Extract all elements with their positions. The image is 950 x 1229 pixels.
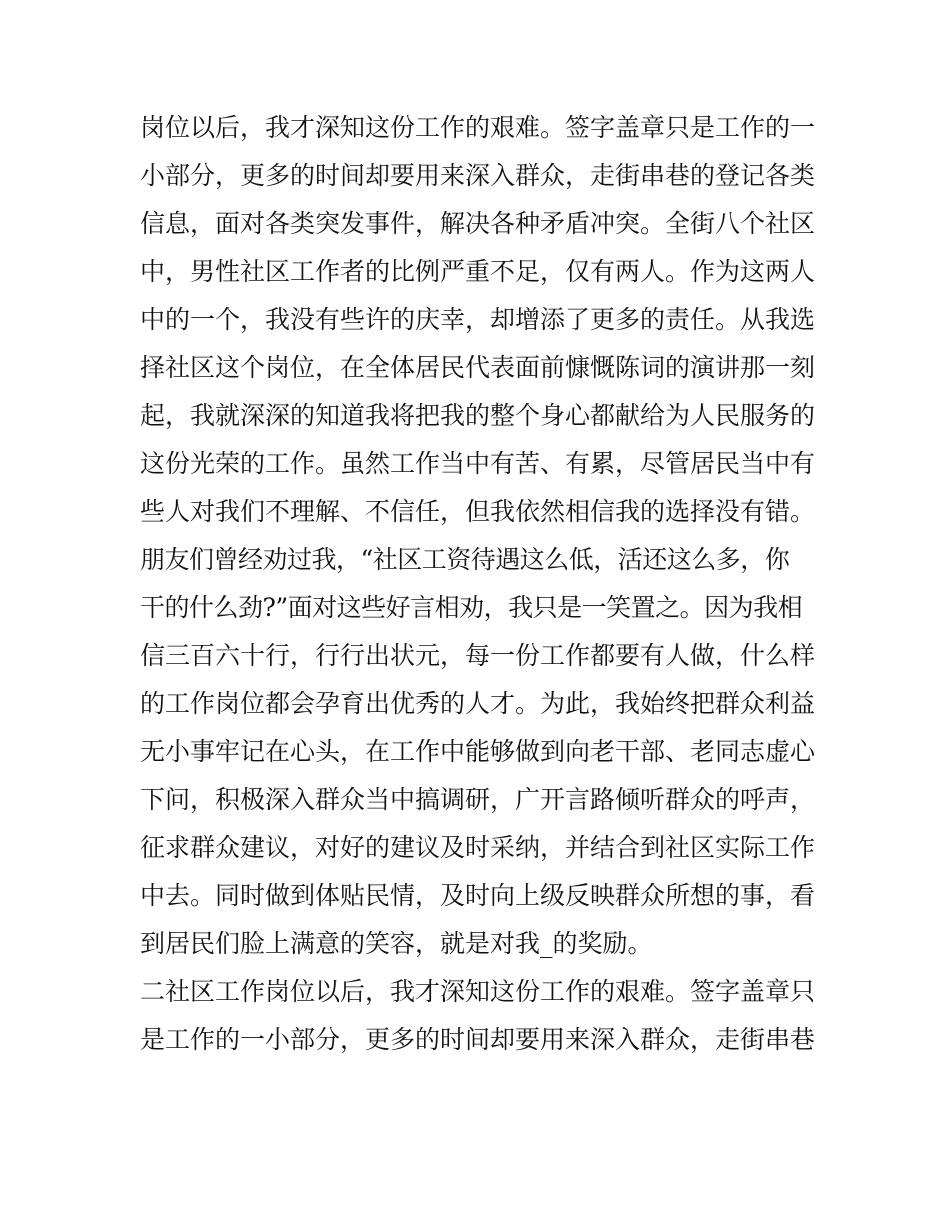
text-line: 二社区工作岗位以后，我才深知这份工作的艰难。签字盖章只 xyxy=(140,977,816,1006)
text-line: 下问，积极深入群众当中搞调研，广开言路倾听群众的呼声， xyxy=(140,785,816,814)
text-line: 些人对我们不理解、不信任，但我依然相信我的选择没有错。 xyxy=(140,497,816,526)
text-line: 是工作的一小部分，更多的时间却要用来深入群众，走街串巷 xyxy=(140,1025,816,1054)
text-line: 到居民们脸上满意的笑容，就是对我_的奖励。 xyxy=(140,929,653,958)
text-line: 这份光荣的工作。虽然工作当中有苦、有累，尽管居民当中有 xyxy=(140,449,816,478)
text-line: 征求群众建议，对好的建议及时采纳，并结合到社区实际工作 xyxy=(140,833,816,862)
text-line: 朋友们曾经劝过我，“社区工资待遇这么低，活还这么多，你 xyxy=(140,545,790,574)
text-line: 中去。同时做到体贴民情，及时向上级反映群众所想的事，看 xyxy=(140,881,816,910)
text-line: 信三百六十行，行行出状元，每一份工作都要有人做，什么样 xyxy=(140,641,816,670)
text-line: 的工作岗位都会孕育出优秀的人才。为此，我始终把群众利益 xyxy=(140,689,816,718)
body-text xyxy=(140,104,820,1064)
text-line: 信息，面对各类突发事件，解决各种矛盾冲突。全街八个社区 xyxy=(140,209,816,238)
text-line: 岗位以后，我才深知这份工作的艰难。签字盖章只是工作的一 xyxy=(140,113,816,142)
text-line: 无小事牢记在心头，在工作中能够做到向老干部、老同志虚心 xyxy=(140,737,816,766)
text-line: 择社区这个岗位，在全体居民代表面前慷慨陈词的演讲那一刻 xyxy=(140,353,816,382)
text-line: 中的一个，我没有些许的庆幸，却增添了更多的责任。从我选 xyxy=(140,305,816,334)
text-line: 小部分，更多的时间却要用来深入群众，走街串巷的登记各类 xyxy=(140,161,816,190)
text-line: 干的什么劲?”面对这些好言相劝，我只是一笑置之。因为我相 xyxy=(140,593,803,622)
text-line: 起，我就深深的知道我将把我的整个身心都献给为人民服务的 xyxy=(140,401,816,430)
text-line: 中，男性社区工作者的比例严重不足，仅有两人。作为这两人 xyxy=(140,257,816,286)
